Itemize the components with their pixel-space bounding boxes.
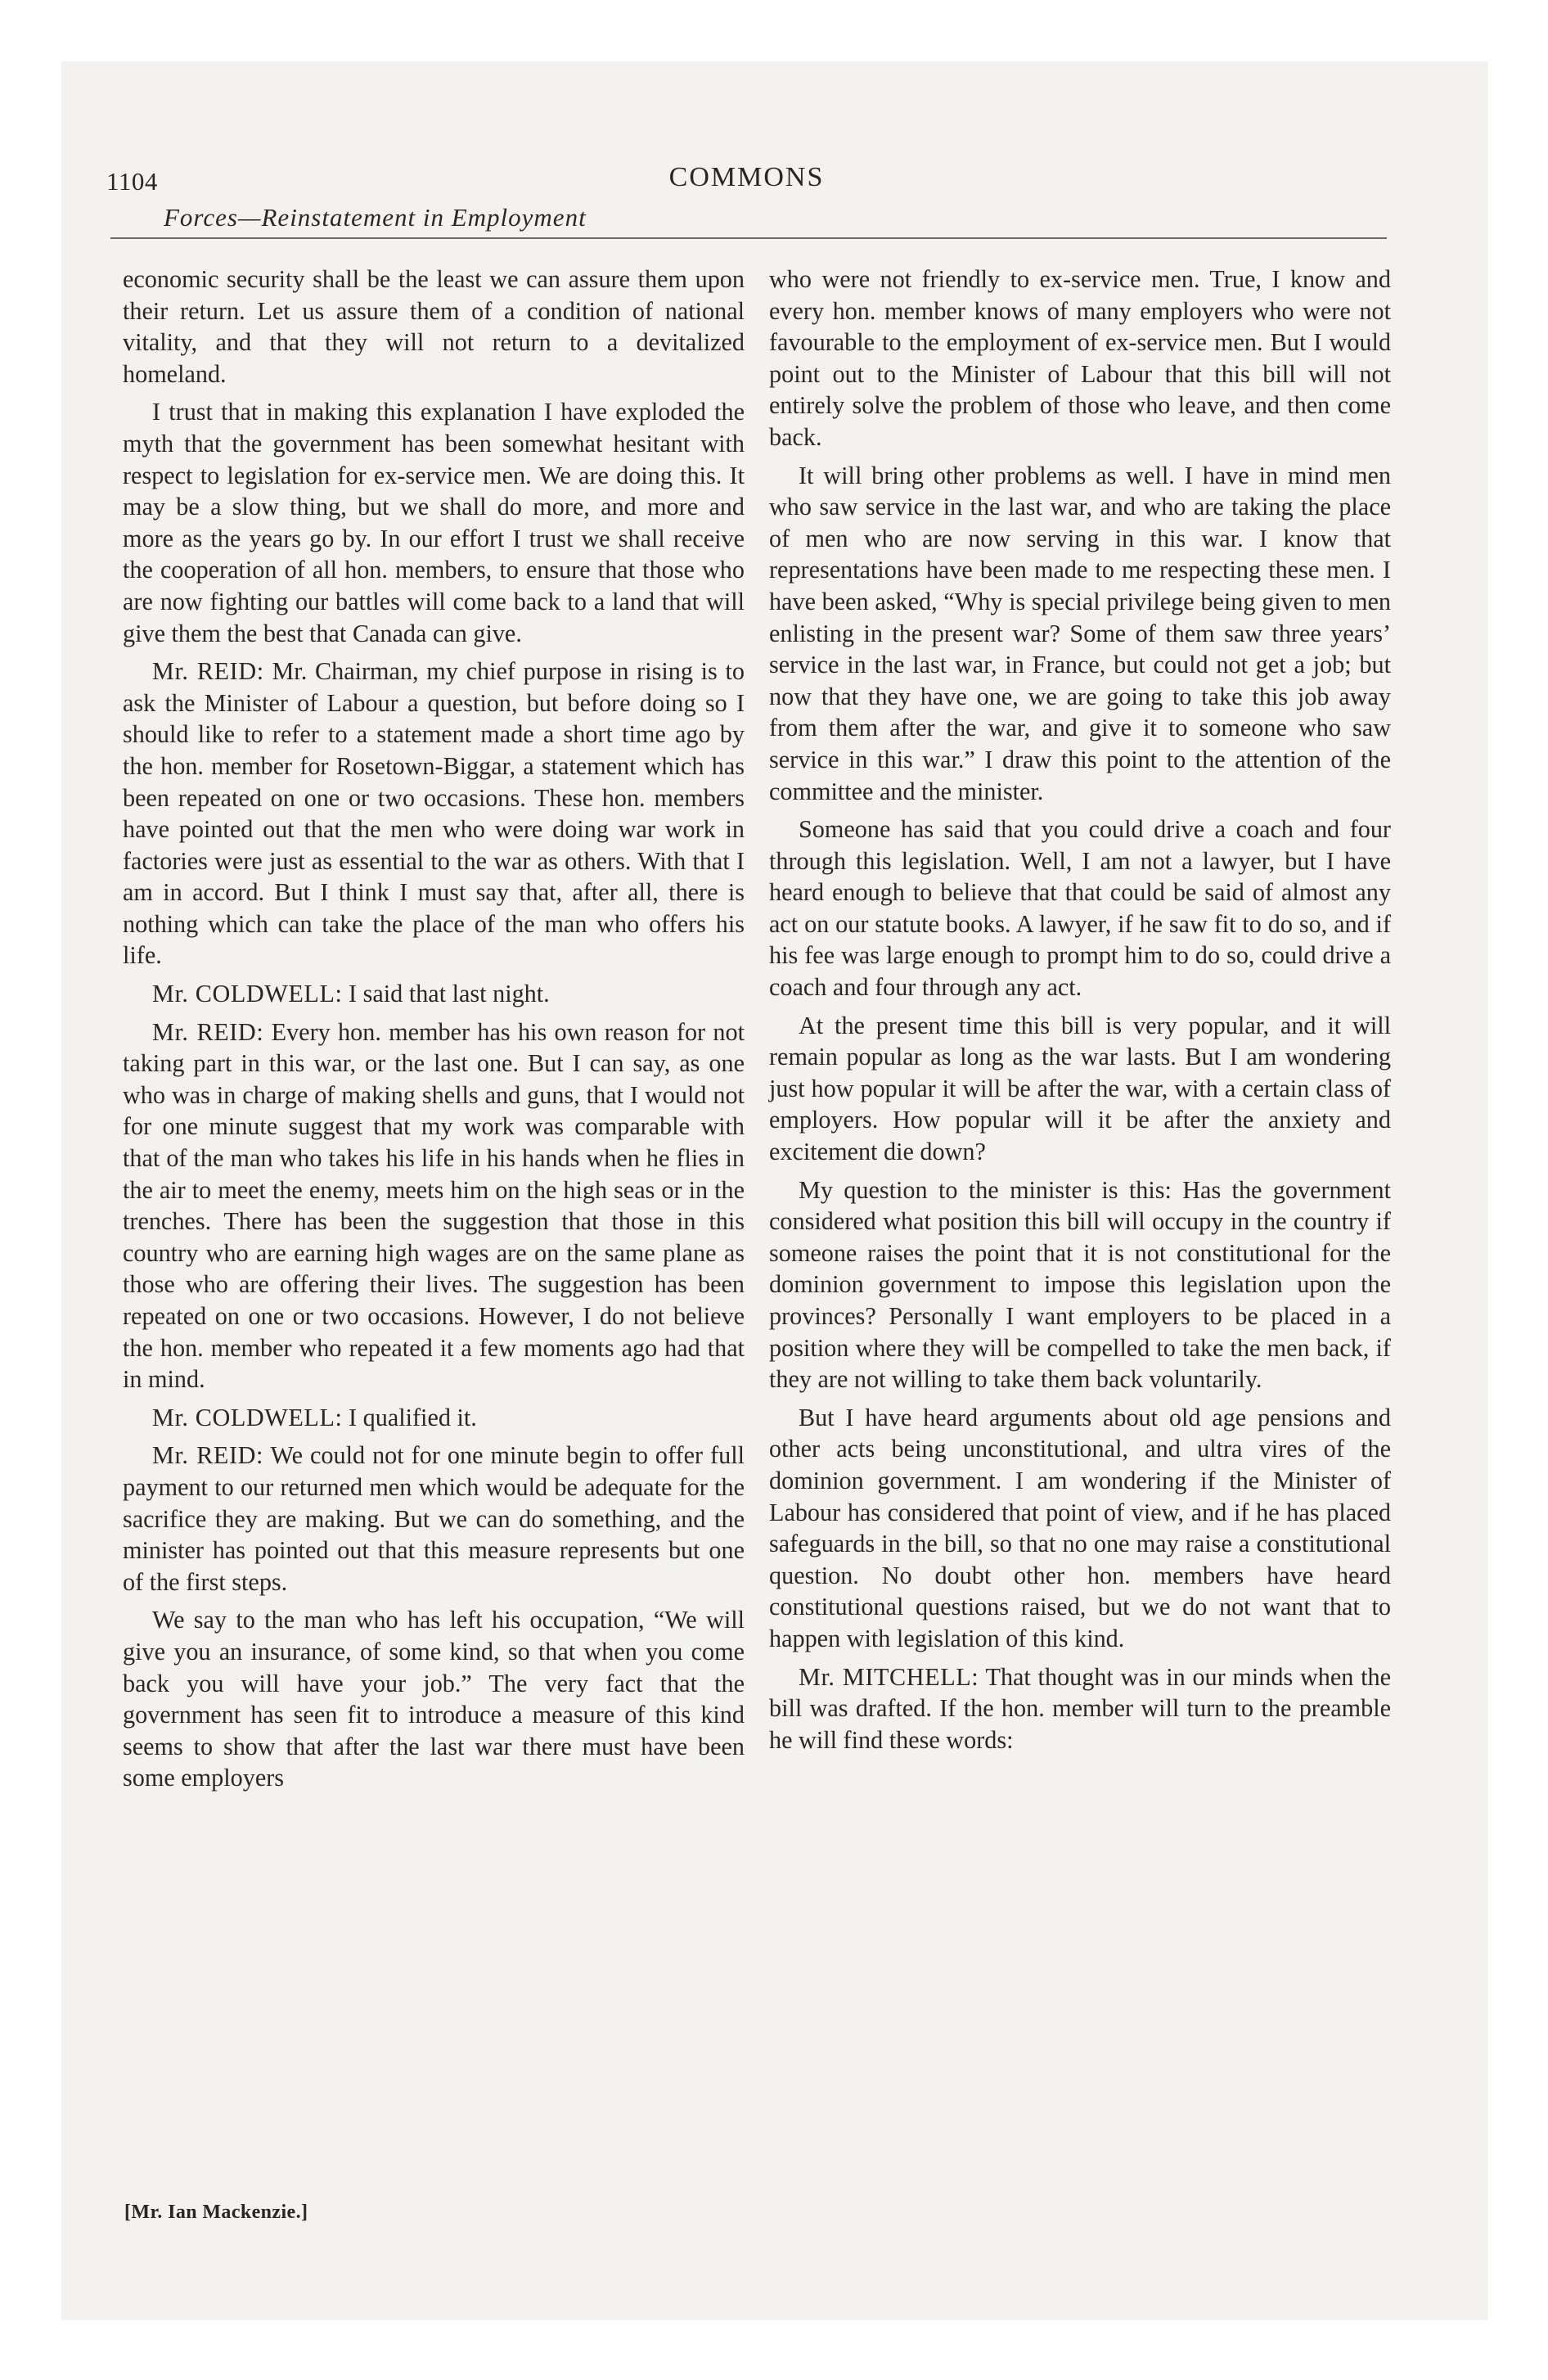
paragraph [769,814,1391,1003]
paragraph [769,1402,1391,1655]
speaker-name: Mr. COLDWELL: [152,1403,343,1431]
paragraph-text: Someone has said that you could drive a coach and four through this legislation. Well, I am not a lawyer, but I have heard enough to believe that that could be said of almost any act on our statute books. A lawyer, if he saw fit to do so, and if his fee was large enough to prompt him to do so, could drive a coach and four through any act. [769,815,1391,1002]
paragraph [769,1010,1391,1168]
paragraph-text: We could not for one minute begin to offer full payment to our returned men which would be adequate for the sacrifice they are making. But we can do something, and the minister has pointed out that this measure represents but one of the first steps. [123,1441,745,1596]
speaker-name: Mr. REID: [152,1017,264,1046]
speaker-name: Mr. REID: [152,657,264,686]
paragraph [123,1604,745,1794]
page-header [106,156,1387,241]
paragraph-text: It will bring other problems as well. I have in mind men who saw service in the last war, and who are taking the place of men who are now serving in this war. I know that representations have been made to me respecting these men. I have been asked, “Why is special privilege being given to men enlisting in the present war? Some of them saw three years’ service in the last war, in France, but could not get a job; but now that they have one, we are going to take this job away from them after the war, and give it to someone who saw service in this war.” I draw this point to the attention of the committee and the minister. [769,461,1391,805]
paragraph [123,978,745,1010]
speaker-name: Mr. MITCHELL: [799,1662,979,1691]
speaker-name: Mr. REID: [152,1441,264,1470]
paragraph [769,1174,1391,1395]
paragraph-text: We say to the man who has left his occupation, “We will give you an insurance, of some kind, so that when you come back you will have your job.” The very fact that the government has seen fit to introduce a measure of this kind seems to show that after the last war there must have been some employers [123,1606,745,1792]
paragraph-text: That thought was in our minds when the bill was drafted. If the hon. member will turn to the preamble he will find these words: [769,1662,1391,1754]
paragraph [123,264,745,390]
paragraph [123,656,745,971]
paragraph-text: I trust that in making this explanation I have exploded the myth that the government has been somewhat hesitant with respect to legislation for ex-service men. We are doing this. It may be a slow thing, but we shall do more, and more and more as the years go by. In our effort I trust we shall receive the cooperation of all hon. members, to ensure that those who are now fighting our battles will come back to a land that will give them the best that Canada can give. [123,398,745,647]
paragraph [123,1016,745,1395]
speaker-attribution-footer: [Mr. Ian Mackenzie.] [124,2202,308,2223]
paragraph [769,264,1391,453]
right-column [769,264,1391,1762]
header-rule [110,237,1387,239]
paragraph-text: I said that last night. [349,980,550,1008]
section-subtitle: Forces—Reinstatement in Employment [164,203,587,232]
paragraph-text: who were not friendly to ex-service men. True, I know and every hon. member knows of many employers who were not favourable to the employment of ex-service men. But I would point out to the Minister of Labour that this bill will not entirely solve the problem of those who leave, and then come back. [769,265,1391,451]
paragraph-text: I qualified it. [349,1403,477,1431]
paragraph [123,396,745,649]
paragraph-text: At the present time this bill is very popular, and it will remain popular as long as the war lasts. But I am wondering just how popular it will be after the war, with a certain class of employers. How popular will it be after the anxiety and excitement die down? [769,1011,1391,1166]
paragraph-text: Every hon. member has his own reason for not taking part in this war, or the last one. But I can say, as one who was in charge of making shells and guns, that I would not for one minute suggest that my work was comparable with that of the man who takes his life in his hands when he flies in the air to meet the enemy, meets him on the high seas or in the trenches. There has been the suggestion that those in this country who are earning high wages are on the same plane as those who are offering their lives. The suggestion has been repeated on one or two occasions. However, I do not believe the hon. member who repeated it a few moments ago had that in mind. [123,1017,745,1394]
left-column [123,264,745,1801]
paragraph-text: Mr. Chairman, my chief purpose in rising is to ask the Minister of Labour a question, but before doing so I should like to refer to a statement made a short time ago by the hon. member for Rosetown-Biggar, a statement which has been repeated on one or two occasions. These hon. members have pointed out that the men who were doing war work in factories were just as essential to the war as others. With that I am in accord. But I think I must say that, after all, there is nothing which can take the place of the man who offers his life. [123,657,745,970]
paragraph [769,1661,1391,1756]
paragraph [769,460,1391,808]
paragraph-text: My question to the minister is this: Has the government considered what position this bill will occupy in the country if someone raises the point that it is not constitutional for the dominion government to impose this legislation upon the provinces? Personally I want employers to be placed in a position where they will be compelled to take the men back, if they are not willing to take them back voluntarily. [769,1175,1391,1394]
paragraph [123,1440,745,1598]
paragraph-text: economic security shall be the least we can assure them upon their return. Let us assure them of a condition of national vitality, and that they will not return to a devitalized homeland. [123,265,745,388]
page-number: 1104 [106,167,158,196]
paragraph-text: But I have heard arguments about old age pensions and other acts being unconstitutional, and ultra vires of the dominion government. I am wondering if the Minister of Labour has considered that point of view, and if he has placed safeguards in the bill, so that no one may raise a constitutional question. No doubt other hon. members have heard constitutional questions raised, but we do not want that to happen with legislation of this kind. [769,1403,1391,1652]
paragraph [123,1402,745,1434]
page-title: COMMONS [668,162,825,192]
speaker-name: Mr. COLDWELL: [152,980,343,1008]
